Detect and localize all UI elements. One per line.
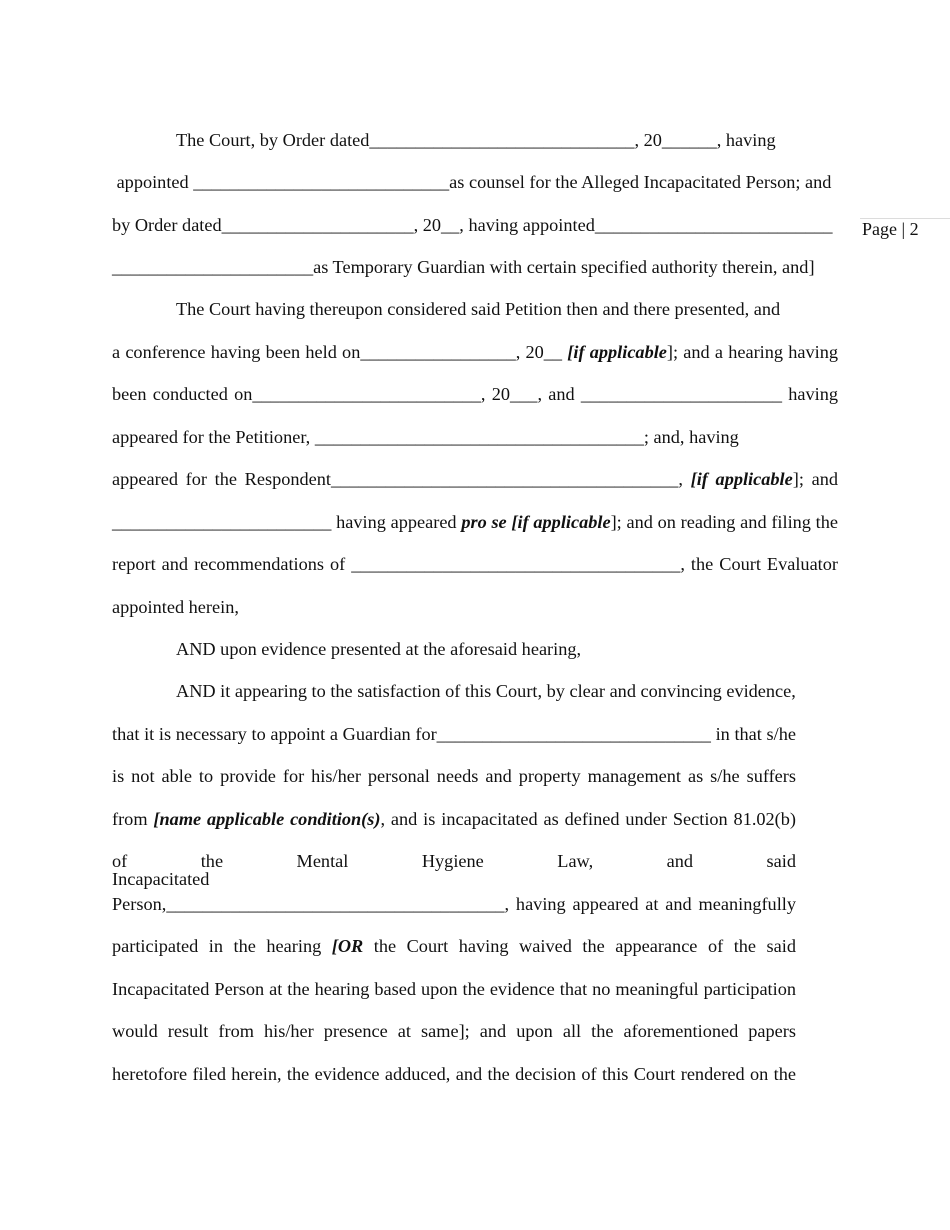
text-line: of the Mental Hygiene Law, and said Incapacitated (112, 851, 796, 890)
text-line: a conference having been held on_________________, 20__ [if applicable]; and a hearing having (112, 342, 838, 362)
text-line: AND it appearing to the satisfaction of this Court, by clear and convincing evidence, (176, 681, 796, 701)
text-line: is not able to provide for his/her personal needs and property management as s/he suffers (112, 766, 796, 786)
text-line: The Court having thereupon considered said Petition then and there presented, and (176, 299, 781, 319)
text-line: Person,_____________________________________, having appeared at and meaningfully (112, 894, 796, 914)
text-line: appointed ____________________________as counsel for the Alleged Incapacitated Person; and (112, 172, 832, 192)
text-line: by Order dated_____________________, 20__, having appointed__________________________ (112, 215, 833, 235)
text-line: would result from his/her presence at same]; and upon all the aforementioned papers (112, 1021, 796, 1041)
text-line: appeared for the Petitioner, ____________________________________; and, having (112, 427, 739, 447)
text-line: ________________________ having appeared pro se [if applicable]; and on reading and filing the (112, 512, 838, 532)
text-line: appointed herein, (112, 597, 239, 617)
text-line: been conducted on_________________________, 20___, and ______________________ having (112, 384, 838, 404)
text-line: Incapacitated Person at the hearing based upon the evidence that no meaningful participation (112, 979, 796, 999)
text-line: ______________________as Temporary Guardian with certain specified authority therein, and] (112, 257, 815, 277)
page-number: Page | 2 (862, 219, 919, 239)
text-line: heretofore filed herein, the evidence adduced, and the decision of this Court rendered on the (112, 1064, 796, 1084)
text-line: AND upon evidence presented at the aforesaid hearing, (176, 639, 582, 659)
text-line: that it is necessary to appoint a Guardian for______________________________ in that s/he (112, 724, 796, 744)
text-line: participated in the hearing [OR the Court having waived the appearance of the said (112, 936, 796, 956)
text-line: from [name applicable condition(s), and is incapacitated as defined under Section 81.02(b) (112, 809, 796, 829)
text-line: appeared for the Respondent______________________________________, [if applicable]; and (112, 469, 838, 489)
text-line: The Court, by Order dated_____________________________, 20______, having (176, 130, 776, 150)
text-line: report and recommendations of ____________________________________, the Court Evaluator (112, 554, 838, 574)
